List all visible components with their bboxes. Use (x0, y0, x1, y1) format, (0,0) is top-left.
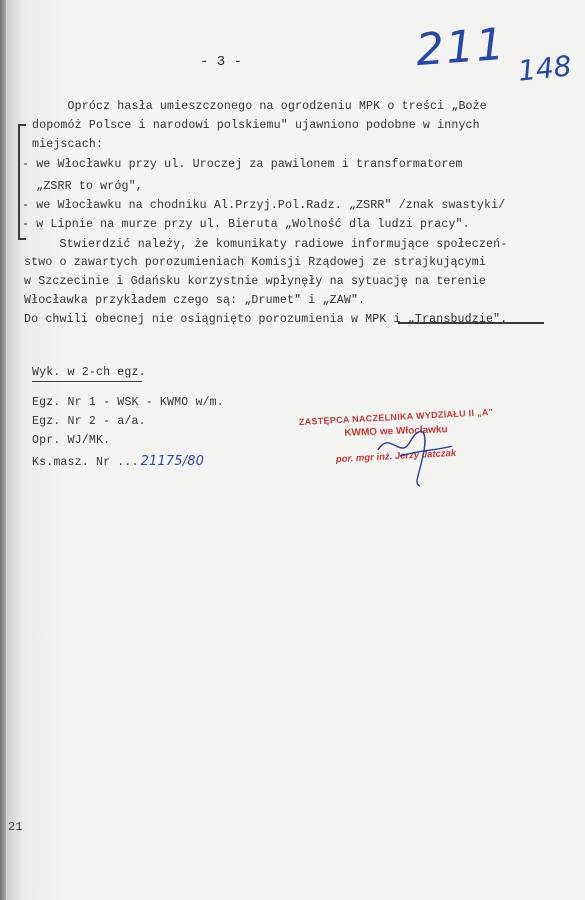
copy-1-line: Egz. Nr 1 - WSK - KWMO w/m. (32, 396, 224, 409)
body-line-4: - we Włocławku przy ul. Uroczej za pawilonem i transformatorem (22, 158, 463, 171)
handwritten-number: 211 (414, 18, 508, 77)
underline-mark (398, 322, 544, 324)
copies-note: Wyk. w 2-ch egz. (32, 366, 146, 379)
register-number (32, 454, 205, 470)
handwritten-small-number: 148 (516, 49, 574, 88)
register-label: Ks.masz. Nr ... (32, 456, 139, 469)
body-line-12: Do chwili obecnej nie osiągnięto porozumienia w MPK i „Transbudzie". (24, 313, 508, 326)
margin-mark: 21 (8, 820, 23, 834)
body-line-8: Stwierdzić należy, że komunikaty radiowe informujące społeczeń- (24, 238, 508, 251)
copies-underline (32, 381, 142, 382)
copy-2-line: Egz. Nr 2 - a/a. (32, 415, 146, 428)
body-line-5: „ZSRR to wróg", (22, 180, 143, 193)
page-number: - 3 - (200, 54, 243, 70)
prepared-by: Opr. WJ/MK. (32, 434, 111, 447)
handwritten-signature (370, 420, 460, 490)
document-page (6, 0, 585, 900)
stamp-line-2: KWMO we Włocławku (344, 424, 448, 439)
body-line-1: Oprócz hasła umieszczonego na ogrodzeniu MPK o treści „Boże (32, 100, 487, 113)
body-line-9: stwo o zawartych porozumieniach Komisji Rządowej ze strajkującymi (24, 256, 486, 269)
body-line-6: - we Włocławku na chodniku Al.Przyj.Pol.Radz. „ZSRR" /znak swastyki/ (22, 199, 506, 212)
body-line-10: w Szczecinie i Gdańsku korzystnie wpłynęły na sytuację na terenie (24, 275, 486, 288)
body-line-7: - w Lipnie na murze przy ul. Bieruta „Wolność dla ludzi pracy". (22, 218, 470, 231)
body-line-3: miejscach: (32, 138, 104, 151)
body-line-11: Włocławka przykładem czego są: „Drumet" i „ZAW". (24, 294, 366, 307)
body-line-2: dopomóż Polsce i narodowi polskiemu" ujawniono podobne w innych (32, 119, 480, 132)
register-handwritten: 21175/80 (140, 454, 205, 469)
stamp-line-3: por. mgr inż. Jerzy Jatczak (335, 447, 457, 466)
stamp-line-1: ZASTĘPCA NACZELNIKA WYDZIAŁU II „A" (298, 406, 494, 428)
